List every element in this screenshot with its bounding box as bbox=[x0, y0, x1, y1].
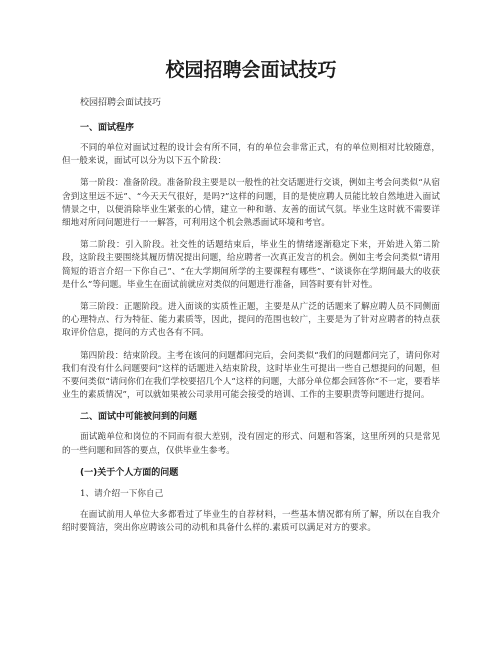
paragraph-stage-4: 第四阶段：结束阶段。主考在该问的问题都问完后，会问类似“我们的问题都问完了，请问你对我们有没有什么问题要问”这样的话题进入结束阶段，这时毕业生可提出一些自己想提问的问题，但不要问类似“请问你们在我们学校要招几个人”这样的问题，大部分单位都会回答你“不一定，要看毕业生的素质情况”，可以就如果被公司录用可能会接受的培训、工作的主要职责等问题进行提问。 bbox=[62, 350, 440, 401]
paragraph-stage-1: 第一阶段：准备阶段。准备阶段主要是以一般性的社交话题进行交谈，例如主考会问类似“从宿舍到这里远不远”、“今天天气很好，是吗?”这样的问题，目的是使应聘人员能比较自然地进入面试情景之中，以便消除毕业生紧张的心情，建立一种和谐、友善的面试气氛。毕业生这时就不需要详细地对所问问题进行一一解答，可利用这个机会熟悉面试环境和考官。 bbox=[62, 178, 440, 229]
paragraph-intro: 不同的单位对面试过程的设计会有所不同，有的单位会非常正式，有的单位则相对比较随意，但一般来说，面试可以分为以下五个阶段： bbox=[62, 143, 440, 167]
paragraph-questions-intro: 面试跪单位和岗位的不同而有很大差别，没有固定的形式、问题和答案，这里所列的只是常见的一些问题和回答的要点，仅供毕业生参考。 bbox=[62, 432, 440, 456]
item-heading-self-intro: 1、请介绍一下你自己 bbox=[80, 488, 164, 499]
document-subtitle: 校园招聘会面试技巧 bbox=[80, 98, 162, 108]
section-heading-questions: 二、面试中可能被问到的问题 bbox=[80, 412, 198, 423]
paragraph-self-intro: 在面试前用人单位大多都看过了毕业生的自荐材料，一些基本情况都有所了解，所以在自我介绍时要简洁，突出你应聘该公司的动机和具备什么样的.素质可以满足对方的要求。 bbox=[62, 510, 440, 534]
section-heading-procedure: 一、面试程序 bbox=[80, 123, 135, 133]
paragraph-stage-3: 第三阶段：正题阶段。进入面谈的实质性正题，主要是从广泛的话题来了解应聘人员不同侧面的心理特点、行为特征、能力素质等，因此，提问的范围也较广，主要是为了针对应聘者的特点获取评价信息，提问的方式也各有不同。 bbox=[62, 302, 440, 339]
sub-heading-personal: (一)关于个人方面的问题 bbox=[80, 467, 179, 478]
paragraph-stage-2: 第二阶段：引入阶段。社交性的话题结束后，毕业生的情绪逐渐稳定下来，开始进入第二阶段，这阶段主要围绕其履历情况提出问题，给应聘者一次真正发言的机会。例如主考会问类似“请用简短的语言介绍一下你自己”、“在大学期间所学的主要课程有哪些”、“谈谈你在学期间最大的收获是什么”等问题。毕业生在面试前就应对类似的问题进行准备，回答时要有针对性。 bbox=[62, 240, 440, 290]
document-title: 校园招聘会面试技巧 bbox=[165, 59, 337, 81]
